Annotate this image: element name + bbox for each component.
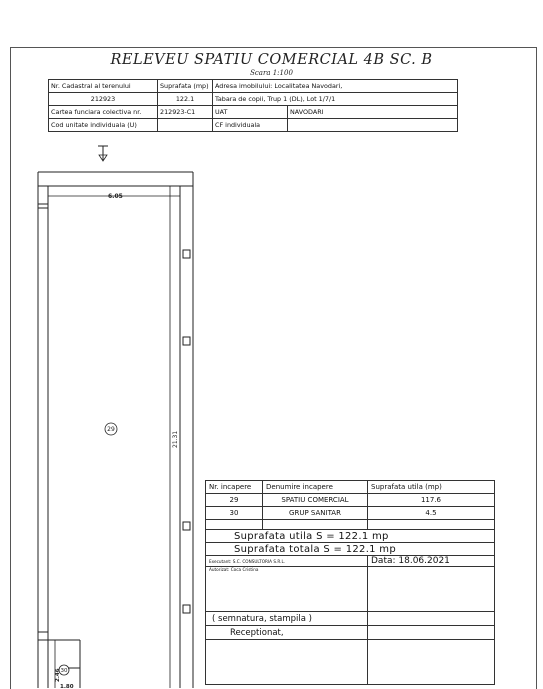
cf-label: CF individuala: [213, 119, 288, 132]
small-dimension-1: 2.46: [55, 668, 61, 682]
col-name: Denumire incapere: [263, 481, 368, 494]
room-number-small: 30: [60, 668, 68, 674]
cod-label: Cod unitate individuala (U): [49, 119, 158, 132]
room-number-main: 29: [107, 426, 115, 433]
signature-label: ( semnatura, stampila ): [206, 612, 368, 626]
address-value: Tabara de copii, Trup 1 (DL), Lot 1/7/1: [213, 93, 458, 106]
area-value: 122.1: [158, 93, 213, 106]
util-area: Suprafata utila S = 122.1 mp: [206, 530, 495, 543]
received-label: Receptionat,: [206, 626, 368, 640]
north-arrow-icon: [98, 146, 108, 161]
table-row: 29 SPATIU COMERCIAL 117.6: [206, 494, 495, 507]
executant: Executant: S.C. CONSULTORIA S.R.L.: [206, 556, 368, 567]
col-nr: Nr. incapere: [206, 481, 263, 494]
uat-label: UAT: [213, 106, 288, 119]
scale-label: Scara 1:100: [250, 69, 293, 77]
document-title: RELEVEU SPATIU COMERCIAL 4B SC. B: [110, 52, 433, 68]
length-dimension: 21.31: [172, 430, 179, 448]
autorizat: Autorizat: Coca Cristina: [206, 567, 368, 612]
table-row: 30 GRUP SANITAR 4.5: [206, 507, 495, 520]
small-dimension-2: 1.80: [60, 684, 74, 688]
date: Data: 18.06.2021: [368, 556, 495, 567]
cadastral-label: Nr. Cadastral al terenului: [49, 80, 158, 93]
carte-label: Cartea funciara colectiva nr.: [49, 106, 158, 119]
col-area: Suprafata utila (mp): [368, 481, 495, 494]
area-label: Suprafata (mp): [158, 80, 213, 93]
address-label: Adresa imobilului: Localitatea Navodari,: [213, 80, 458, 93]
cadastral-value: 212923: [49, 93, 158, 106]
uat-value: NAVODARI: [288, 106, 458, 119]
rooms-table: [205, 480, 495, 685]
width-dimension: 6.05: [108, 193, 123, 200]
carte-value: 212923-C1: [158, 106, 213, 119]
total-area: Suprafata totala S = 122.1 mp: [206, 543, 495, 556]
